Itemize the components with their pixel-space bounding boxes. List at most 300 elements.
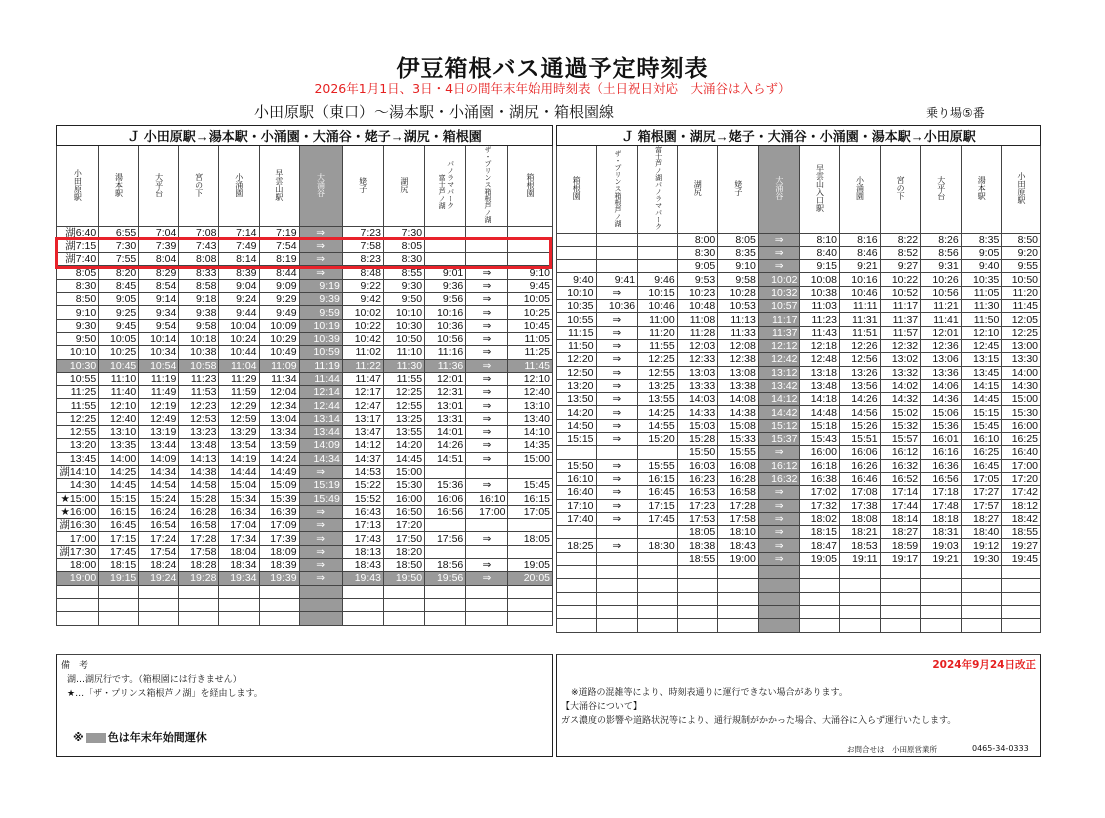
time-cell: 12:10 (508, 372, 553, 385)
time-cell: 9:58 (179, 319, 219, 332)
time-cell (383, 598, 424, 611)
time-cell (596, 260, 638, 273)
time-cell: 13:56 (839, 379, 880, 392)
time-cell: 11:10 (99, 372, 139, 385)
time-cell: 12:01 (425, 372, 466, 385)
time-cell: 11:47 (342, 372, 383, 385)
time-cell: 18:27 (880, 526, 921, 539)
time-cell: 18:05 (677, 526, 718, 539)
time-cell: 15:55 (718, 446, 759, 459)
time-cell: 10:28 (718, 286, 759, 299)
time-cell: 17:09 (259, 519, 299, 532)
time-cell: 11:29 (219, 372, 259, 385)
time-cell: 13:54 (219, 439, 259, 452)
table-row (57, 465, 553, 478)
time-cell: 9:41 (596, 273, 638, 286)
time-cell (179, 598, 219, 611)
time-cell: ⇒ (299, 465, 342, 478)
time-cell: 18:34 (219, 559, 259, 572)
time-cell (800, 592, 840, 605)
time-cell: 14:48 (800, 406, 840, 419)
time-cell: ⇒ (596, 313, 638, 326)
time-cell: 17:39 (259, 532, 299, 545)
table-row (57, 359, 553, 372)
time-cell (557, 619, 597, 632)
page-title: 伊豆箱根バス通過予定時刻表 (396, 55, 709, 82)
time-cell: 13:45 (57, 452, 99, 465)
time-cell: 12:08 (718, 339, 759, 352)
time-cell: 15:00 (383, 465, 424, 478)
time-cell: 18:30 (638, 539, 678, 552)
time-cell: 14:18 (800, 393, 840, 406)
time-cell (758, 605, 800, 618)
time-cell: 10:02 (758, 273, 800, 286)
time-cell: 18:39 (259, 559, 299, 572)
time-cell: 17:04 (219, 519, 259, 532)
time-cell: 14:19 (219, 452, 259, 465)
time-cell: 12:44 (299, 399, 342, 412)
time-cell: 10:35 (961, 273, 1002, 286)
time-cell: 17:34 (219, 532, 259, 545)
time-cell: 13:06 (921, 353, 962, 366)
time-cell: 11:19 (299, 359, 342, 372)
time-cell: 7:54 (259, 239, 299, 252)
stop-header: 箱根園 (508, 146, 553, 227)
time-cell: 10:36 (596, 300, 638, 313)
time-cell: 8:20 (99, 266, 139, 279)
time-cell: 13:55 (638, 393, 678, 406)
time-cell: 12:12 (758, 339, 800, 352)
time-cell: 11:45 (1002, 300, 1041, 313)
time-cell: 14:34 (299, 452, 342, 465)
time-cell (1002, 592, 1041, 605)
time-cell: ⇒ (466, 279, 508, 292)
table-row (57, 505, 553, 518)
time-cell: 7:58 (342, 239, 383, 252)
time-cell (466, 545, 508, 558)
time-cell: 16:16 (921, 446, 962, 459)
time-cell: ⇒ (758, 539, 800, 552)
time-cell: 17:15 (99, 532, 139, 545)
time-cell: 8:50 (57, 293, 99, 306)
table-row (57, 532, 553, 545)
page-subtitle: 2026年1月1日、3日・4日の間年末年始用時刻表（土日祝日対応 大涌谷は入らず） (314, 81, 791, 96)
time-cell: ⇒ (466, 572, 508, 585)
time-cell: 11:55 (638, 339, 678, 352)
time-cell: 10:39 (299, 332, 342, 345)
table-row (557, 419, 1041, 432)
stop-header: 箱根園 (557, 146, 597, 234)
time-cell: 13:23 (179, 426, 219, 439)
time-cell (557, 605, 597, 618)
time-cell: 10:49 (259, 346, 299, 359)
note-right-line-3: ガス濃度の影響や道路状況等により、通行規制がかかった場合、大涌谷に入らず運行いたします。 (561, 716, 957, 726)
time-cell (466, 598, 508, 611)
time-cell: 9:10 (57, 306, 99, 319)
time-cell (139, 585, 179, 598)
time-cell: 10:45 (99, 359, 139, 372)
time-cell: 11:30 (961, 300, 1002, 313)
time-cell: ⇒ (758, 499, 800, 512)
stop-header: 大涌谷 (299, 146, 342, 227)
time-cell: 10:44 (219, 346, 259, 359)
time-cell (508, 545, 553, 558)
time-cell: 湖17:30 (57, 545, 99, 558)
table-row (57, 479, 553, 492)
time-cell: 12:56 (839, 353, 880, 366)
time-cell: 18:20 (383, 545, 424, 558)
time-cell (800, 605, 840, 618)
time-cell: 18:40 (961, 526, 1002, 539)
time-cell: 13:25 (383, 412, 424, 425)
time-cell: 10:56 (425, 332, 466, 345)
time-cell: 7:14 (219, 226, 259, 239)
time-cell (800, 579, 840, 592)
time-cell (139, 598, 179, 611)
time-cell: 19:05 (800, 552, 840, 565)
time-cell (259, 585, 299, 598)
time-cell (425, 519, 466, 532)
time-cell (800, 566, 840, 579)
time-cell: 16:10 (466, 492, 508, 505)
time-cell: 18:09 (259, 545, 299, 558)
stop-header: 湖尻 (383, 146, 424, 227)
time-cell: 14:38 (179, 465, 219, 478)
time-cell: 11:37 (758, 326, 800, 339)
time-cell (508, 585, 553, 598)
time-cell (219, 598, 259, 611)
time-cell: 6:55 (99, 226, 139, 239)
time-cell: 16:40 (557, 486, 597, 499)
time-cell: 15:43 (800, 433, 840, 446)
time-cell (259, 598, 299, 611)
time-cell: 13:36 (921, 366, 962, 379)
time-cell: 11:10 (383, 346, 424, 359)
time-cell: 15:20 (638, 433, 678, 446)
time-cell: 11:57 (880, 326, 921, 339)
time-cell: 13:12 (758, 366, 800, 379)
time-cell: 14:03 (677, 393, 718, 406)
platform-label: 乗り場⑤番 (926, 106, 985, 120)
table-row (557, 393, 1041, 406)
time-cell: 13:55 (383, 426, 424, 439)
time-cell (961, 592, 1002, 605)
time-cell: ⇒ (466, 359, 508, 372)
time-cell: 18:15 (800, 526, 840, 539)
time-cell: 14:00 (1002, 366, 1041, 379)
time-cell: 14:30 (57, 479, 99, 492)
time-cell: 14:58 (179, 479, 219, 492)
time-cell: 16:58 (179, 519, 219, 532)
table-row (557, 300, 1041, 313)
time-cell: 14:15 (961, 379, 1002, 392)
time-cell: 19:00 (57, 572, 99, 585)
time-cell: 17:56 (425, 532, 466, 545)
time-cell: 10:16 (839, 273, 880, 286)
note-line-2: ★…「ザ・プリンス箱根芦ノ湖」を経由します。 (67, 689, 263, 699)
time-cell: 8:05 (718, 233, 759, 246)
stop-header: 大平台 (139, 146, 179, 227)
time-cell: 11:50 (961, 313, 1002, 326)
time-cell: 15:26 (839, 419, 880, 432)
time-cell: 10:08 (800, 273, 840, 286)
time-cell (596, 233, 638, 246)
time-cell (638, 552, 678, 565)
time-cell: 7:08 (179, 226, 219, 239)
time-cell: ⇒ (596, 433, 638, 446)
time-cell: ⇒ (758, 446, 800, 459)
time-cell: 12:25 (57, 412, 99, 425)
stop-header: 富士芦ノ湖パノラマパーク (638, 146, 678, 234)
time-cell: 12:29 (219, 399, 259, 412)
time-cell: 12:40 (99, 412, 139, 425)
time-cell: 14:30 (1002, 379, 1041, 392)
time-cell: 13:59 (259, 439, 299, 452)
time-cell: 9:19 (299, 279, 342, 292)
time-cell: 13:30 (1002, 353, 1041, 366)
time-cell: 11:28 (677, 326, 718, 339)
time-cell: 16:53 (677, 486, 718, 499)
time-cell: 9:05 (99, 293, 139, 306)
time-cell: 10:55 (57, 372, 99, 385)
time-cell: 8:16 (839, 233, 880, 246)
time-cell (800, 619, 840, 632)
time-cell: 14:13 (179, 452, 219, 465)
time-cell: ⇒ (299, 226, 342, 239)
time-cell (677, 579, 718, 592)
time-cell (466, 585, 508, 598)
time-cell: 14:36 (921, 393, 962, 406)
time-cell: 16:52 (880, 472, 921, 485)
time-cell: 14:34 (139, 465, 179, 478)
time-cell (99, 612, 139, 625)
time-cell: 8:05 (57, 266, 99, 279)
time-cell: 8:29 (139, 266, 179, 279)
time-cell: 12:14 (299, 386, 342, 399)
time-cell (466, 612, 508, 625)
time-cell: 8:30 (57, 279, 99, 292)
time-cell: 18:53 (839, 539, 880, 552)
time-cell: ★16:00 (57, 505, 99, 518)
time-cell: 7:23 (342, 226, 383, 239)
time-cell: 17:42 (1002, 486, 1041, 499)
time-cell: ⇒ (466, 332, 508, 345)
time-cell (758, 566, 800, 579)
time-cell: 12:25 (638, 353, 678, 366)
time-cell: 19:21 (921, 552, 962, 565)
time-cell: 16:45 (638, 486, 678, 499)
time-cell: 16:40 (1002, 446, 1041, 459)
time-cell (921, 605, 962, 618)
table-row (57, 545, 553, 558)
stop-header: 小田原駅 (1002, 146, 1041, 234)
time-cell: 18:55 (677, 552, 718, 565)
time-cell (557, 566, 597, 579)
time-cell: 14:06 (921, 379, 962, 392)
time-cell: 10:15 (638, 286, 678, 299)
time-cell (839, 592, 880, 605)
time-cell: 19:39 (259, 572, 299, 585)
time-cell: 8:58 (179, 279, 219, 292)
time-cell (839, 579, 880, 592)
time-cell (1002, 619, 1041, 632)
time-cell: 13:17 (342, 412, 383, 425)
time-cell: 16:23 (677, 472, 718, 485)
time-cell: 15:50 (557, 459, 597, 472)
time-cell (638, 605, 678, 618)
time-cell: 8:39 (219, 266, 259, 279)
table-row (557, 526, 1041, 539)
time-cell: 16:39 (259, 505, 299, 518)
time-cell: 11:49 (139, 386, 179, 399)
time-cell: 12:25 (1002, 326, 1041, 339)
time-cell: 8:54 (139, 279, 179, 292)
time-cell (961, 566, 1002, 579)
time-cell: 12:10 (99, 399, 139, 412)
time-cell: 13:45 (961, 366, 1002, 379)
time-cell: 18:47 (800, 539, 840, 552)
time-cell: 18:42 (1002, 512, 1041, 525)
time-cell: 12:23 (179, 399, 219, 412)
time-cell: ⇒ (466, 346, 508, 359)
time-cell: 13:32 (880, 366, 921, 379)
time-cell: 18:24 (139, 559, 179, 572)
table-row (57, 598, 553, 611)
time-cell: 11:22 (342, 359, 383, 372)
time-cell: 8:33 (179, 266, 219, 279)
time-cell: ⇒ (299, 266, 342, 279)
time-cell: 11:02 (342, 346, 383, 359)
time-cell: 15:15 (961, 406, 1002, 419)
time-cell: 13:35 (99, 439, 139, 452)
table-row (57, 559, 553, 572)
time-cell: 10:25 (99, 346, 139, 359)
time-cell: 15:06 (921, 406, 962, 419)
note-right-line-1: ※道路の混雑等により、時刻表通りに運行できない場合があります。 (571, 688, 848, 698)
table-row (557, 353, 1041, 366)
time-cell: 8:52 (880, 246, 921, 259)
time-cell: 湖16:30 (57, 519, 99, 532)
time-cell: 12:33 (677, 353, 718, 366)
time-cell (880, 605, 921, 618)
time-cell: ⇒ (596, 379, 638, 392)
table-row (557, 379, 1041, 392)
time-cell: 10:05 (99, 332, 139, 345)
time-cell: 14:33 (677, 406, 718, 419)
inbound-direction: Ｊ 箱根園・湖尻→姥子・大涌谷・小涌園・湯本駅→小田原駅 (557, 126, 1041, 146)
time-cell: 16:34 (219, 505, 259, 518)
time-cell: 16:56 (425, 505, 466, 518)
time-cell: 7:04 (139, 226, 179, 239)
time-cell: 16:28 (718, 472, 759, 485)
time-cell: 9:59 (299, 306, 342, 319)
table-row (557, 459, 1041, 472)
time-cell (638, 592, 678, 605)
time-cell: 11:59 (219, 386, 259, 399)
time-cell: 9:56 (425, 293, 466, 306)
time-cell (508, 519, 553, 532)
time-cell: 8:30 (383, 253, 424, 266)
time-cell: 18:10 (718, 526, 759, 539)
time-cell: 16:15 (508, 492, 553, 505)
time-cell: 14:42 (758, 406, 800, 419)
table-row (557, 552, 1041, 565)
time-cell: ⇒ (596, 459, 638, 472)
time-cell: 18:59 (880, 539, 921, 552)
time-cell: 11:34 (259, 372, 299, 385)
time-cell: 16:56 (921, 472, 962, 485)
time-cell: 14:37 (342, 452, 383, 465)
time-cell: 13:38 (718, 379, 759, 392)
time-cell: 15:45 (961, 419, 1002, 432)
time-cell: 12:32 (880, 339, 921, 352)
time-cell: 17:18 (921, 486, 962, 499)
time-cell: 19:27 (1002, 539, 1041, 552)
table-row (557, 446, 1041, 459)
time-cell: 7:55 (99, 253, 139, 266)
time-cell: 13:44 (299, 426, 342, 439)
time-cell (219, 612, 259, 625)
time-cell: 14:55 (638, 419, 678, 432)
time-cell: 10:58 (179, 359, 219, 372)
time-cell: 14:53 (342, 465, 383, 478)
legend-prefix: ※ (73, 731, 84, 744)
time-cell: 14:56 (839, 406, 880, 419)
time-cell: 10:46 (839, 286, 880, 299)
time-cell (596, 592, 638, 605)
time-cell: 11:25 (508, 346, 553, 359)
time-cell (758, 579, 800, 592)
time-cell: 10:46 (638, 300, 678, 313)
time-cell: 10:36 (425, 319, 466, 332)
table-row (557, 472, 1041, 485)
time-cell: 12:26 (839, 339, 880, 352)
time-cell: 15:08 (718, 419, 759, 432)
time-cell: 10:52 (880, 286, 921, 299)
time-cell: 16:03 (677, 459, 718, 472)
time-cell: 17:57 (961, 499, 1002, 512)
time-cell: 10:18 (179, 332, 219, 345)
time-cell: 18:18 (921, 512, 962, 525)
table-row (557, 326, 1041, 339)
time-cell: 12:53 (179, 412, 219, 425)
time-cell (425, 465, 466, 478)
time-cell: ⇒ (299, 253, 342, 266)
table-row (557, 605, 1041, 618)
time-cell: 9:31 (921, 260, 962, 273)
time-cell: 17:40 (557, 512, 597, 525)
time-cell (961, 605, 1002, 618)
time-cell: 9:39 (299, 293, 342, 306)
table-row (557, 406, 1041, 419)
table-row (57, 332, 553, 345)
time-cell (718, 619, 759, 632)
time-cell: 16:06 (839, 446, 880, 459)
time-cell: 11:23 (179, 372, 219, 385)
time-cell: 11:23 (800, 313, 840, 326)
time-cell: 10:59 (299, 346, 342, 359)
time-cell: 19:05 (508, 559, 553, 572)
time-cell: 8:04 (139, 253, 179, 266)
time-cell: 17:10 (557, 499, 597, 512)
time-cell: 9:27 (880, 260, 921, 273)
time-cell: ⇒ (299, 532, 342, 545)
time-cell: 14:25 (638, 406, 678, 419)
time-cell: 湖6:40 (57, 226, 99, 239)
time-cell: ⇒ (299, 545, 342, 558)
time-cell: 11:43 (800, 326, 840, 339)
time-cell: 16:50 (383, 505, 424, 518)
